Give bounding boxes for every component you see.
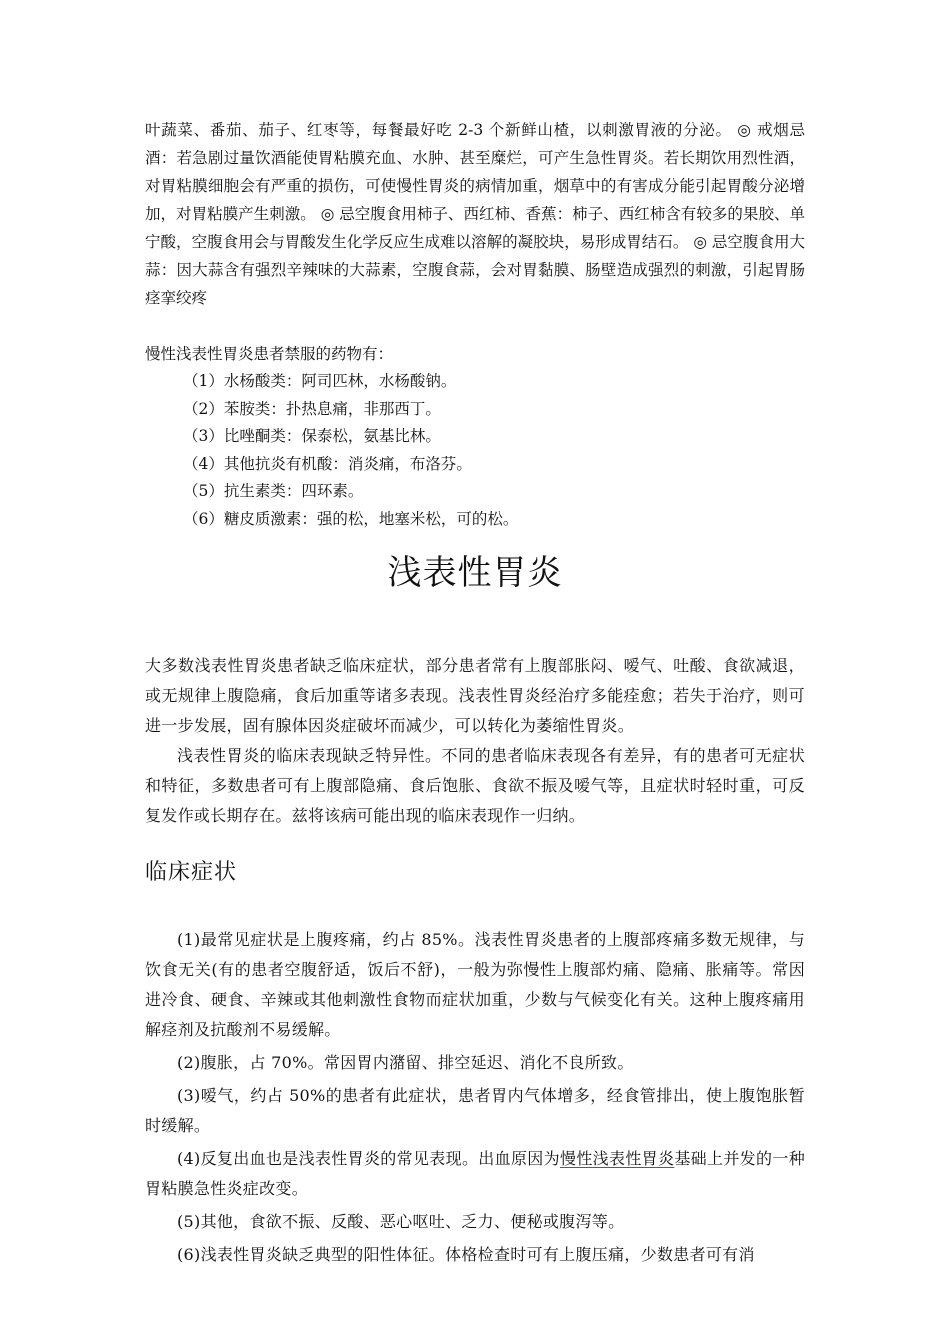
drug-list-item: （2）苯胺类：扑热息痛，非那西丁。 <box>183 399 441 418</box>
intro-section <box>145 651 805 831</box>
symptom-paragraph-3: (3)嗳气，约占 50%的患者有此症状，患者胃内气体增多，经食管排出，使上腹饱胀暂时缓解。 <box>145 1086 805 1135</box>
drug-list-intro: 慢性浅表性胃炎患者禁服的药物有： <box>145 345 394 363</box>
symptom-4-text-after: 基础上并发的一种胃粘膜急性炎症改变。 <box>145 1149 805 1198</box>
symptom-paragraph-5: (5)其他，食欲不振、反酸、恶心呕吐、乏力、便秘或腹泻等。 <box>177 1212 625 1231</box>
symptoms-section <box>145 925 805 1270</box>
symptom-paragraph-2: (2)腹胀，占 70%。常因胃内潴留、排空延迟、消化不良所致。 <box>177 1053 634 1072</box>
symptom-paragraph-4 <box>145 1144 805 1204</box>
drug-list <box>145 368 805 533</box>
symptom-4-text-before: (4)反复出血也是浅表性胃炎的常见表现。出血原因为 <box>177 1149 560 1168</box>
symptom-paragraph-1: (1)最常见症状是上腹疼痛，约占 85%。浅表性胃炎患者的上腹部疼痛多数无规律，与饮食无关(有的患者空腹舒适，饭后不舒)，一般为弥慢性上腹部灼痛、隐痛、胀痛等。常因进冷食、硬食、辛辣或其他刺激性食物而症状加重，少数与气候变化有关。这种上腹疼痛用解痉剂及抗酸剂不易缓解。 <box>145 930 805 1039</box>
chronic-gastritis-link[interactable]: 慢性浅表性胃炎 <box>559 1149 675 1168</box>
drug-list-item: （4）其他抗炎有机酸：消炎痛，布洛芬。 <box>183 454 472 473</box>
diet-advice-paragraph: 叶蔬菜、番茄、茄子、红枣等，每餐最好吃 2-3 个新鲜山楂，以刺激胃液的分泌。 ◎ 戒烟忌酒：若急剧过量饮酒能使胃粘膜充血、水肿、甚至糜烂，可产生急性胃炎。若长期饮用烈性酒，对胃粘膜细胞会有严重的损伤，可使慢性胃炎的病情加重，烟草中的有害成分能引起胃酸分泌增加，对胃粘膜产生刺激。 ◎ 忌空腹食用柿子、西红柿、香蕉：柿子、西红柿含有较多的果胶、单宁酸，空腹食用会与胃酸发生化学反应生成难以溶解的凝胶块，易形成胃结石。 ◎ 忌空腹食用大蒜：因大蒜含有强烈辛辣味的大蒜素，空腹食蒜，会对胃黏膜、肠壁造成强烈的刺激，引起胃肠痉挛绞疼 <box>145 121 805 307</box>
drug-list-item: （5）抗生素类：四环素。 <box>183 482 364 500</box>
intro-paragraph-1: 大多数浅表性胃炎患者缺乏临床症状，部分患者常有上腹部胀闷、嗳气、吐酸、食欲减退，或无规律上腹隐痛，食后加重等诸多表现。浅表性胃炎经治疗多能痊愈；若失于治疗，则可进一步发展，固有腺体因炎症破坏而减少，可以转化为萎缩性胃炎。 <box>145 656 805 735</box>
drug-list-item: （6）糖皮质激素：强的松，地塞米松，可的松。 <box>183 509 519 528</box>
section-heading: 临床症状 <box>145 860 238 885</box>
intro-paragraph-2: 浅表性胃炎的临床表现缺乏特异性。不同的患者临床表现各有差异，有的患者可无症状和特征，多数患者可有上腹部隐痛、食后饱胀、食欲不振及嗳气等，且症状时轻时重，可反复发作或长期存在。兹将该病可能出现的临床表现作一归纳。 <box>145 746 805 825</box>
page-title: 浅表性胃炎 <box>387 553 563 593</box>
document-page <box>145 116 805 1273</box>
drug-list-item: （1）水杨酸类：阿司匹林，水杨酸钠。 <box>183 372 457 390</box>
symptom-paragraph-6: (6)浅表性胃炎缺乏典型的阳性体征。体格检查时可有上腹压痛，少数患者可有消 <box>177 1245 755 1264</box>
drug-list-item: （3）比唑酮类：保泰松，氨基比林。 <box>183 427 441 445</box>
